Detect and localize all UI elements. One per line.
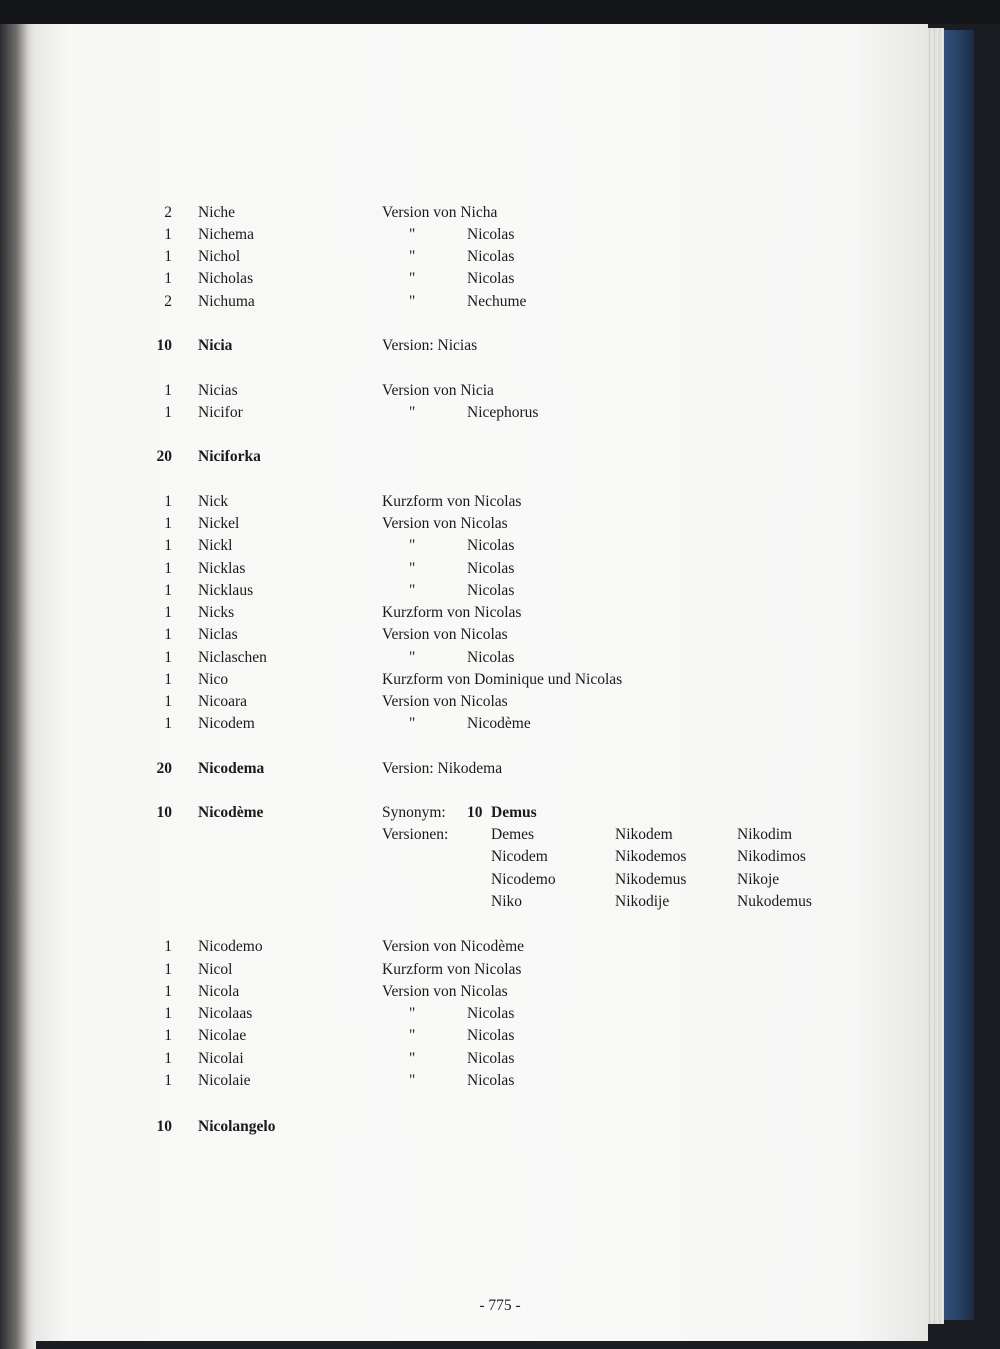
entry-count: 1 [164,626,172,643]
entry-name: Nicklas [198,560,246,577]
entry-description: Version von Nicodème [382,938,525,955]
versionen-row [0,869,1000,891]
list-item [0,291,1000,313]
entry-name: Nickl [198,537,233,554]
entry-count: 2 [164,293,172,310]
entry-reference: Nicolas [467,248,515,265]
entry-reference: Nechume [467,293,527,310]
list-item [0,1003,1000,1025]
entry-count: 1 [164,1027,172,1044]
entry-name: Nicolangelo [198,1118,276,1135]
entry-reference: Nicolas [467,1027,515,1044]
entry-count: 1 [164,248,172,265]
list-item [0,580,1000,602]
page-number: - 775 - [479,1297,521,1314]
entry-count: 2 [164,204,172,221]
ditto-mark: " [409,1072,416,1089]
entry-name: Nichuma [198,293,255,310]
ditto-mark: " [409,560,416,577]
entry-name: Nick [198,493,229,510]
entry-description: Kurzform von Nicolas [382,604,522,621]
synonym-count: 10 [467,804,483,821]
ditto-mark: " [409,293,416,310]
entry-count: 1 [164,1072,172,1089]
version-name: Nikodimos [737,848,806,865]
list-item [0,602,1000,624]
entry-reference: Nicolas [467,1005,515,1022]
entry-count: 20 [156,448,172,465]
entry-description: Version: Nikodema [382,760,503,777]
list-item [0,246,1000,268]
entry-count: 1 [164,715,172,732]
entry-name: Niche [198,204,236,221]
entry-reference: Nicolas [467,582,515,599]
entry-name: Nicola [198,983,240,1000]
entry-description: Synonym: [382,804,446,821]
list-item [0,669,1000,691]
entry-name: Nicodema [198,760,265,777]
ditto-mark: " [409,649,416,666]
list-item [0,268,1000,290]
entry-reference: Nicephorus [467,404,539,421]
list-item [0,691,1000,713]
ditto-mark: " [409,226,416,243]
list-item [0,513,1000,535]
entry-count: 1 [164,693,172,710]
entry-count: 1 [164,604,172,621]
list-item [0,380,1000,402]
entry-name: Nicodemo [198,938,263,955]
list-item [0,224,1000,246]
ditto-mark: " [409,404,416,421]
entry-description: Kurzform von Nicolas [382,493,522,510]
entry-name: Nicifor [198,404,243,421]
entry-description: Kurzform von Nicolas [382,961,522,978]
entry-name: Nicks [198,604,235,621]
ditto-mark: " [409,582,416,599]
synonym-name: Demus [491,804,537,821]
list-item [0,491,1000,513]
entry-name: Nicolae [198,1027,247,1044]
entry-name: Nicia [198,337,233,354]
entry-count: 1 [164,493,172,510]
top-background [0,0,1000,24]
entry-reference: Nicolas [467,560,515,577]
entry-count: 1 [164,1005,172,1022]
ditto-mark: " [409,270,416,287]
entry-count: 1 [164,961,172,978]
list-item [0,402,1000,424]
entry-count: 1 [164,671,172,688]
ditto-mark: " [409,1027,416,1044]
entry-count: 1 [164,983,172,1000]
list-item [0,624,1000,646]
entry-count: 1 [164,270,172,287]
list-item [0,446,1000,468]
entry-reference: Nicolas [467,270,515,287]
entry-count: 10 [156,337,172,354]
entry-reference: Nicolas [467,1072,515,1089]
list-item [0,1025,1000,1047]
versionen-label: Versionen: [382,826,449,843]
version-name: Nicodem [491,848,548,865]
entry-count: 20 [156,760,172,777]
version-name: Demes [491,826,535,843]
entry-name: Nicias [198,382,238,399]
list-item [0,959,1000,981]
version-name: Nikodije [615,893,670,910]
list-item [0,1070,1000,1092]
entry-count: 1 [164,404,172,421]
ditto-mark: " [409,715,416,732]
entry-count: 1 [164,582,172,599]
entry-name: Nicoara [198,693,248,710]
list-item [0,335,1000,357]
list-item [0,758,1000,780]
version-name: Niko [491,893,522,910]
entry-count: 1 [164,938,172,955]
version-name: Nikoje [737,871,780,888]
entry-description: Version von Nicolas [382,515,508,532]
version-name: Nikodem [615,826,673,843]
entry-reference: Nicolas [467,1050,515,1067]
entry-description: Kurzform von Dominique und Nicolas [382,671,623,688]
list-item [0,1116,1000,1138]
entry-reference: Nicolas [467,537,515,554]
list-item [0,535,1000,557]
entry-name: Niclaschen [198,649,267,666]
entry-reference: Nicolas [467,649,515,666]
entry-count: 1 [164,560,172,577]
versionen-row [0,824,1000,846]
ditto-mark: " [409,1005,416,1022]
entry-count: 1 [164,382,172,399]
entry-name: Nicodème [198,804,264,821]
version-name: Nicodemo [491,871,556,888]
entry-reference: Nicolas [467,226,515,243]
entry-name: Nico [198,671,229,688]
entry-description: Version von Nicha [382,204,498,221]
entry-count: 1 [164,1050,172,1067]
versionen-row [0,846,1000,868]
entry-name: Nicodem [198,715,255,732]
entry-description: Version von Nicolas [382,983,508,1000]
entry-description: Version von Nicia [382,382,494,399]
entry-name: Nichema [198,226,254,243]
list-item [0,558,1000,580]
list-item [0,1048,1000,1070]
entry-name: Nickel [198,515,240,532]
version-name: Nikodemus [615,871,687,888]
ditto-mark: " [409,1050,416,1067]
entry-count: 1 [164,537,172,554]
entry-count: 1 [164,515,172,532]
entry-name: Nicolaas [198,1005,253,1022]
list-item [0,981,1000,1003]
entry-name: Nicholas [198,270,254,287]
list-item [0,713,1000,735]
version-name: Nikodemos [615,848,687,865]
version-name: Nikodim [737,826,793,843]
versionen-row [0,891,1000,913]
entry-count: 1 [164,649,172,666]
list-item [0,936,1000,958]
list-item [0,647,1000,669]
entry-name: Niclas [198,626,238,643]
version-name: Nukodemus [737,893,812,910]
entry-description: Version: Nicias [382,337,478,354]
entry-count: 1 [164,226,172,243]
list-item [0,202,1000,224]
ditto-mark: " [409,248,416,265]
entry-name: Nicklaus [198,582,254,599]
list-item [0,802,1000,824]
entry-reference: Nicodème [467,715,531,732]
entry-name: Niciforka [198,448,261,465]
ditto-mark: " [409,537,416,554]
entry-name: Nicolaie [198,1072,251,1089]
entry-name: Nicolai [198,1050,244,1067]
entry-description: Version von Nicolas [382,693,508,710]
entry-count: 10 [156,1118,172,1135]
entry-name: Nichol [198,248,241,265]
entry-description: Version von Nicolas [382,626,508,643]
entry-count: 10 [156,804,172,821]
entry-name: Nicol [198,961,233,978]
